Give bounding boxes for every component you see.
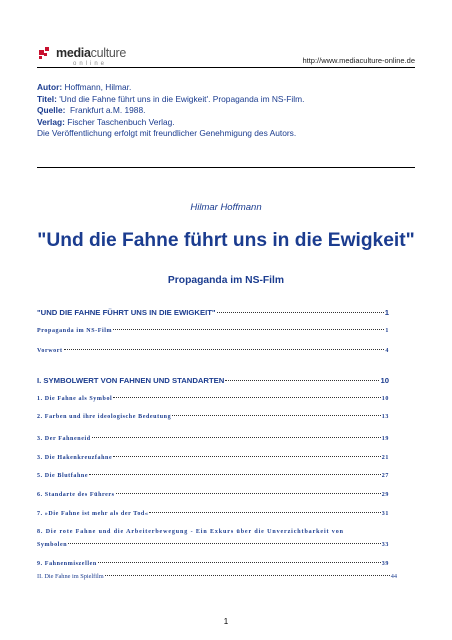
meta-title-label: Titel: <box>37 93 57 104</box>
document-title: "Und die Fahne führt uns in die Ewigkeit" <box>37 230 415 251</box>
logo-mark-icon <box>38 46 54 64</box>
logo-wordmark: mediaculture <box>56 46 127 60</box>
metadata-block <box>37 82 417 140</box>
toc-entry-text: 6. Standarte des Führers <box>37 492 115 498</box>
header-divider <box>37 67 415 68</box>
toc-entry[interactable] <box>37 542 389 548</box>
toc-entry-page: 13 <box>381 414 389 420</box>
meta-author-value: Hoffmann, Hilmar. <box>64 82 132 92</box>
toc-entry-text: 9. Fahnenmiszellen <box>37 561 97 567</box>
toc-leader <box>225 379 379 381</box>
meta-author-label: Autor: <box>37 82 63 92</box>
toc-entry[interactable] <box>37 561 389 567</box>
toc-entry[interactable] <box>37 455 389 461</box>
toc-entry[interactable] <box>37 308 389 317</box>
toc-entry-page: 29 <box>381 492 389 498</box>
toc-leader <box>116 492 381 494</box>
toc-entry-text: Vorwort <box>37 348 63 354</box>
meta-publisher-label: Verlag: <box>37 116 65 127</box>
toc-leader <box>149 511 380 513</box>
toc-entry-text: "UND DIE FAHNE FÜHRT UNS IN DIE EWIGKEIT" <box>37 308 216 317</box>
meta-source-label: Quelle: <box>37 105 66 116</box>
toc-entry[interactable] <box>37 529 389 535</box>
toc-entry-page: 27 <box>381 473 389 479</box>
metadata-divider <box>37 167 415 168</box>
toc-leader <box>105 574 390 576</box>
toc-entry[interactable] <box>37 511 389 517</box>
document-author: Hilmar Hoffmann <box>190 202 262 213</box>
toc-entry-text: 1. Die Fahne als Symbol <box>37 396 113 402</box>
meta-note: Die Veröffentlichung erfolgt mit freundlicher Genehmigung des Autors. <box>37 128 297 139</box>
logo-subtext: online <box>73 61 108 67</box>
meta-source-value: Frankfurt a.M. 1988. <box>70 105 146 116</box>
toc-leader <box>89 473 381 475</box>
meta-publisher-row <box>37 117 417 129</box>
document-subtitle: Propaganda im NS-Film <box>167 275 285 286</box>
toc-leader <box>113 328 384 330</box>
toc-entry[interactable] <box>37 328 389 334</box>
toc-leader <box>113 455 381 457</box>
toc-leader <box>64 348 385 350</box>
toc-entry-page: 4 <box>385 348 389 354</box>
toc-entry[interactable] <box>37 436 389 442</box>
toc-entry-text: 3. Die Hakenkreuzfahne <box>37 455 113 461</box>
toc-entry-text: 2. Farben und ihre ideologische Bedeutung <box>37 414 172 420</box>
meta-title-value: 'Und die Fahne führt uns in die Ewigkeit'. Propaganda im NS-Film. <box>59 93 305 104</box>
meta-source-row <box>37 105 417 117</box>
toc-entry-page: 1 <box>384 308 389 317</box>
toc-entry[interactable] <box>37 414 389 420</box>
toc-leader <box>172 414 381 416</box>
toc-entry-page: 44 <box>390 573 397 580</box>
page-number: 1 <box>223 617 229 626</box>
toc-entry-page: 19 <box>381 436 389 442</box>
toc-entry-page: 10 <box>381 396 389 402</box>
toc-entry[interactable] <box>37 492 389 498</box>
toc-entry[interactable] <box>37 348 389 354</box>
toc-entry[interactable] <box>37 376 389 385</box>
toc-entry-text: II. Die Fahne im Spielfilm <box>37 573 104 580</box>
toc-entry-page: 33 <box>381 542 389 548</box>
toc-entry-text: 8. Die rote Fahne und die Arbeiterbewegung - Ein Exkurs über die Unverzichtbarkeit von <box>37 529 344 535</box>
toc-entry-page: 39 <box>381 561 389 567</box>
toc-entry-page: 31 <box>381 511 389 517</box>
toc-entry-text: 3. Der Fahneneid <box>37 436 91 442</box>
toc-leader <box>217 311 384 313</box>
toc-entry-text: I. SYMBOLWERT VON FAHNEN UND STANDARTEN <box>37 376 225 385</box>
meta-author-row <box>37 82 417 94</box>
toc-leader <box>113 396 380 398</box>
toc-entry[interactable] <box>37 396 389 402</box>
toc-leader <box>68 542 381 544</box>
meta-publisher-value: Fischer Taschenbuch Verlag. <box>67 116 175 127</box>
toc-entry-text: Propaganda im NS-Film <box>37 328 113 334</box>
toc-entry-page: 10 <box>380 376 389 385</box>
toc-entry-text: 5. Die Blutfahne <box>37 473 89 479</box>
header-url[interactable]: http://www.mediaculture-online.de <box>302 56 415 65</box>
toc-entry-text: Symbolen <box>37 542 68 548</box>
toc-entry[interactable] <box>37 573 397 580</box>
toc-entry-page: 21 <box>381 455 389 461</box>
meta-title-row <box>37 94 417 106</box>
toc-leader <box>98 561 381 563</box>
toc-entry-page: 1 <box>385 328 389 334</box>
toc-entry-text: 7. »Die Fahne ist mehr als der Tod« <box>37 511 149 517</box>
toc-entry[interactable] <box>37 473 389 479</box>
toc-leader <box>92 436 381 438</box>
